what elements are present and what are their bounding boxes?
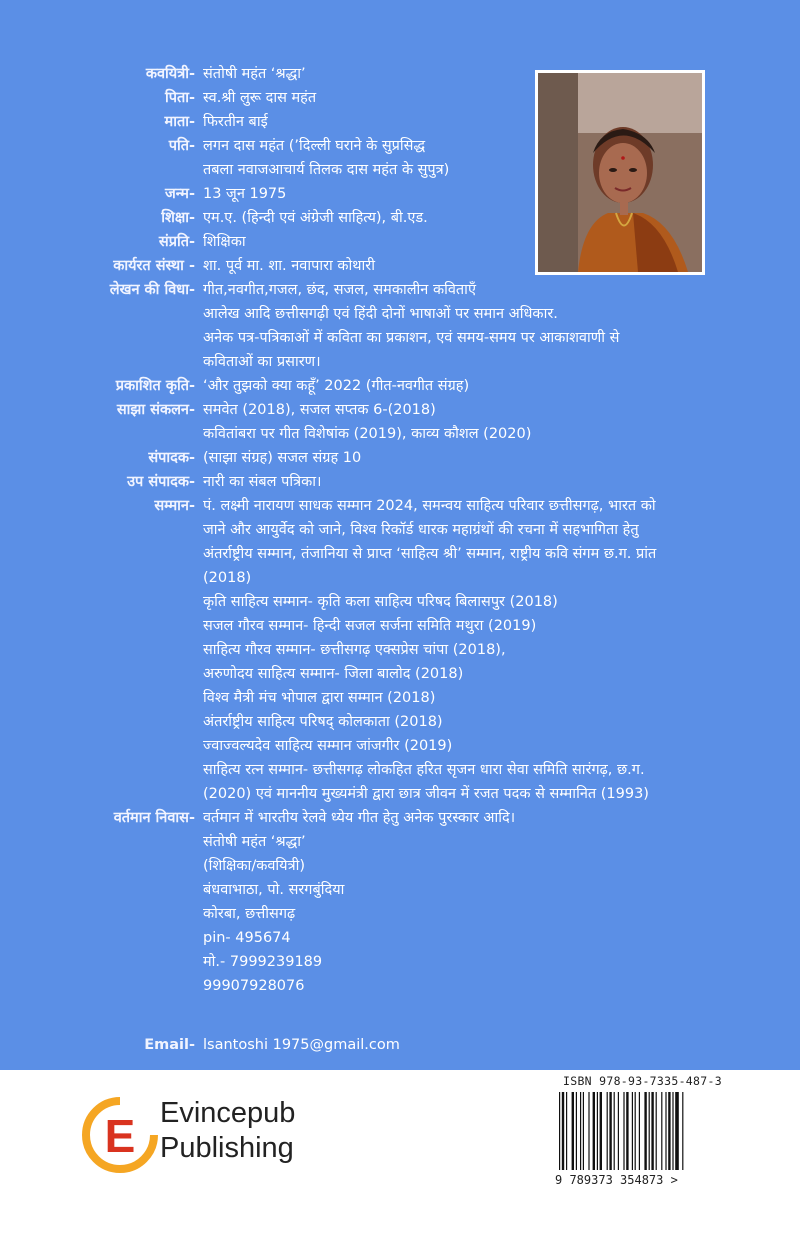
bio-text: नारी का संबल पत्रिका। — [203, 474, 322, 490]
bio-row — [0, 878, 800, 902]
bio-label: जन्म- — [164, 186, 195, 202]
barcode-bar — [572, 1092, 574, 1170]
bio-row — [0, 278, 800, 302]
barcode-bar — [626, 1092, 628, 1170]
barcode-bar — [672, 1092, 673, 1170]
bio-text: सजल गौरव सम्मान- हिन्दी सजल सर्जना समिति मथुरा (2019) — [203, 618, 537, 634]
bio-text: साहित्य रत्न सम्मान- छत्तीसगढ़ लोकहित हरित सृजन धारा सेवा समिति सारंगढ़, छ.ग. — [203, 762, 645, 778]
isbn-label: ISBN 978-93-7335-487-3 — [563, 1074, 722, 1088]
bio-label: कवयित्री- — [145, 66, 195, 82]
bio-row — [0, 638, 800, 662]
bio-row — [0, 950, 800, 974]
bio-text: (2018) — [203, 570, 252, 586]
bio-label: वर्तमान निवास- — [113, 810, 195, 826]
bio-row — [0, 590, 800, 614]
bio-row — [0, 806, 800, 830]
bio-row — [0, 374, 800, 398]
bio-row — [0, 782, 800, 806]
bio-text: 99907928076 — [203, 978, 305, 994]
bio-text: साहित्य गौरव सम्मान- छत्तीसगढ़ एक्सप्रेस चांपा (2018), — [203, 642, 506, 658]
bio-row — [0, 326, 800, 350]
bio-text: आलेख आदि छत्तीसगढ़ी एवं हिंदी दोनों भाषाओं पर समान अधिकार. — [203, 306, 558, 322]
bio-row — [0, 974, 800, 998]
barcode-bar — [607, 1092, 608, 1170]
barcode-bar — [609, 1092, 611, 1170]
bio-row — [0, 494, 800, 518]
bio-row — [0, 230, 800, 254]
bio-label: माता- — [164, 114, 195, 130]
barcode-bar — [675, 1092, 679, 1170]
bio-text: कविताओं का प्रसारण। — [203, 354, 321, 370]
bio-label: पति- — [168, 138, 195, 154]
barcode-bar — [580, 1092, 581, 1170]
bio-label: शिक्षा- — [161, 210, 195, 226]
bio-text: वर्तमान में भारतीय रेलवे ध्येय गीत हेतु अनेक पुरस्कार आदि। — [203, 810, 516, 826]
barcode-bar — [618, 1092, 619, 1170]
bio-row — [0, 254, 800, 278]
bio-text: अंतर्राष्ट्रीय साहित्य परिषद् कोलकाता (2018) — [203, 714, 443, 730]
bio-row — [0, 350, 800, 374]
bio-row — [0, 614, 800, 638]
bio-label: संप्रति- — [158, 234, 195, 250]
author-bio — [0, 62, 800, 998]
barcode-bar — [600, 1092, 602, 1170]
barcode-bar — [576, 1092, 577, 1170]
bio-text: (शिक्षिका/कवयित्री) — [203, 858, 305, 874]
barcode-bar — [661, 1092, 662, 1170]
bio-text: लगन दास महंत (’दिल्ली घराने के सुप्रसिद्ध — [203, 138, 426, 154]
bio-text: अनेक पत्र-पत्रिकाओं में कविता का प्रकाशन, एवं समय-समय पर आकाशवाणी से — [203, 330, 620, 346]
bio-text: विश्व मैत्री मंच भोपाल द्वारा सम्मान (2018) — [203, 690, 436, 706]
bio-text: (साझा संग्रह) सजल संग्रह 10 — [203, 450, 362, 466]
bio-row — [0, 302, 800, 326]
bio-text: pin- 495674 — [203, 930, 291, 946]
barcode-bar — [559, 1092, 560, 1170]
bio-text: कृति साहित्य सम्मान- कृति कला साहित्य परिषद बिलासपुर (2018) — [203, 594, 558, 610]
barcode-bar — [597, 1092, 598, 1170]
bio-label: साझा संकलन- — [116, 402, 195, 418]
bio-text: पं. लक्ष्मी नारायण साधक सम्मान 2024, समन्वय साहित्य परिवार छत्तीसगढ़, भारत को — [203, 498, 656, 514]
barcode-bar — [588, 1092, 589, 1170]
bio-row — [0, 86, 800, 110]
bio-text: संतोषी महंत ‘श्रद्धा’ — [203, 66, 306, 82]
bio-text: जाने और आयुर्वेद को जाने, विश्व रिकॉर्ड धारक महाग्रंथों की रचना में सहभागिता हेतु — [203, 522, 639, 538]
bio-text: 13 जून 1975 — [203, 186, 287, 202]
bio-label: संपादक- — [148, 450, 195, 466]
bio-label: लेखन की विधा- — [109, 282, 195, 298]
bio-label: कार्यरत संस्था - — [113, 258, 195, 274]
bio-text: संतोषी महंत ‘श्रद्धा’ — [203, 834, 306, 850]
bio-text: एम.ए. (हिन्दी एवं अंग्रेजी साहित्य), बी.एड. — [203, 210, 428, 226]
bio-text: (2020) एवं माननीय मुख्यमंत्री द्वारा छात्र जीवन में रजत पदक से सम्मानित (1993) — [203, 786, 649, 802]
bio-label: प्रकाशित कृति- — [115, 378, 195, 394]
bio-row — [0, 62, 800, 86]
bio-row — [0, 758, 800, 782]
bio-text: ‘और तुझको क्या कहूँ’ 2022 (गीत-नवगीत संग्रह) — [203, 378, 470, 394]
bio-row — [0, 734, 800, 758]
bio-row — [0, 662, 800, 686]
logo-letter: E — [104, 1110, 136, 1162]
bio-text: तबला नवाजआचार्य तिलक दास महंत के सुपुत्र) — [203, 162, 450, 178]
bio-label: उप संपादक- — [127, 474, 195, 490]
bio-row — [0, 158, 800, 182]
bio-row — [0, 686, 800, 710]
bio-row — [0, 902, 800, 926]
bio-text: समवेत (2018), सजल सप्तक 6-(2018) — [203, 402, 436, 418]
publisher-name: Evincepub — [160, 1097, 296, 1129]
barcode-bar — [562, 1092, 564, 1170]
isbn-digits: 9 789373 354873 > — [555, 1173, 678, 1187]
email-value[interactable]: lsantoshi 1975@gmail.com — [203, 1037, 400, 1053]
bio-row — [0, 206, 800, 230]
barcode-bar — [665, 1092, 666, 1170]
bio-label: पिता- — [164, 90, 195, 106]
barcode-bar — [632, 1092, 633, 1170]
bio-row — [0, 926, 800, 950]
bio-row — [0, 542, 800, 566]
bio-label: सम्मान- — [154, 498, 195, 514]
bio-text: ज्वाज्वल्यदेव साहित्य सम्मान जांजगीर (2019) — [203, 738, 453, 754]
barcode-bar — [623, 1092, 624, 1170]
bio-row — [0, 182, 800, 206]
bio-row — [0, 830, 800, 854]
bio-text: अंतर्राष्ट्रीय सम्मान, तंजानिया से प्राप्त ‘साहित्य श्री’ सम्मान, राष्ट्रीय कवि संगम छ.ग. प्रांत — [203, 546, 657, 562]
bio-row — [0, 470, 800, 494]
barcode-bar — [682, 1092, 683, 1170]
barcode-bar — [649, 1092, 650, 1170]
publisher-subname: Publishing — [160, 1132, 294, 1164]
bio-row — [0, 446, 800, 470]
bio-row — [0, 710, 800, 734]
barcode-bar — [635, 1092, 636, 1170]
bio-row — [0, 422, 800, 446]
bio-text: अरुणोदय साहित्य सम्मान- जिला बालोद (2018) — [203, 666, 464, 682]
bio-row — [0, 566, 800, 590]
bio-row — [0, 398, 800, 422]
bio-text: फिरतीन बाई — [203, 114, 268, 130]
bio-text: कोरबा, छत्तीसगढ़ — [203, 906, 296, 922]
bio-text: मो.- 7999239189 — [203, 954, 323, 970]
bio-text: कवितांबरा पर गीत विशेषांक (2019), काव्य कौशल (2020) — [203, 426, 532, 442]
barcode-bar — [668, 1092, 670, 1170]
bio-text: बंधवाभाठा, पो. सरगबुंदिया — [203, 882, 345, 898]
barcode-bar — [566, 1092, 567, 1170]
barcode-bar — [583, 1092, 584, 1170]
bio-row — [0, 134, 800, 158]
bio-text: स्व.श्री लुरू दास महंत — [203, 90, 317, 106]
barcode-bar — [614, 1092, 615, 1170]
barcode-bar — [639, 1092, 640, 1170]
bio-text: शिक्षिका — [203, 234, 246, 250]
bio-row — [0, 854, 800, 878]
email-label: Email- — [144, 1037, 195, 1053]
bio-row — [0, 518, 800, 542]
bio-row — [0, 110, 800, 134]
email-row — [0, 1033, 800, 1057]
bio-text: शा. पूर्व मा. शा. नवापारा कोथारी — [203, 258, 375, 274]
barcode-bar — [644, 1092, 646, 1170]
barcode-bar — [651, 1092, 653, 1170]
barcode-bar — [656, 1092, 657, 1170]
barcode-bar — [593, 1092, 595, 1170]
bio-text: गीत,नवगीत,गजल, छंद, सजल, समकालीन कविताएँ — [203, 282, 476, 298]
isbn-barcode — [557, 1092, 725, 1172]
